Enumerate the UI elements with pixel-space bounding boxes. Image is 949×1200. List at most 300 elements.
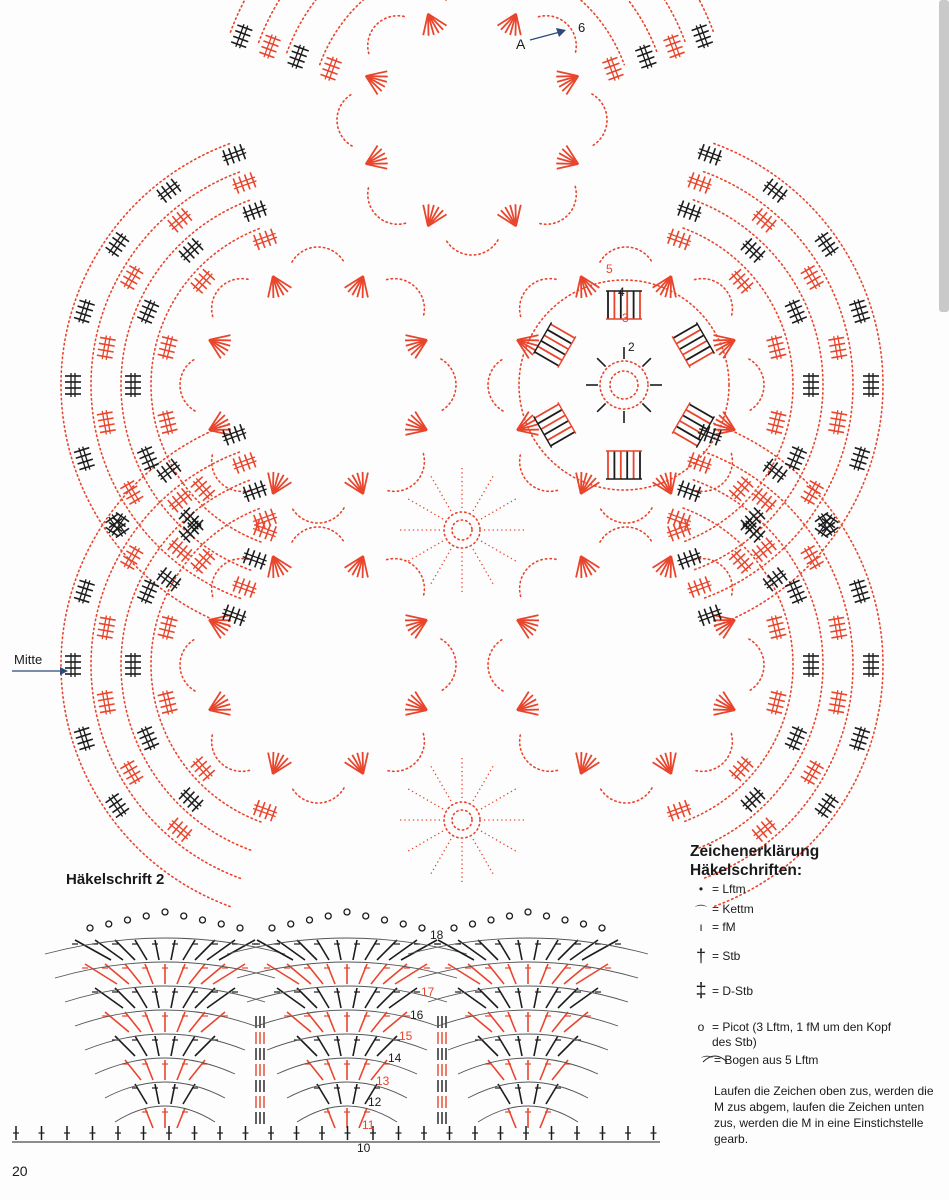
ring-fan (653, 472, 676, 494)
band-stitch-group (828, 689, 848, 715)
stitch (673, 524, 678, 539)
band-stitch-group (766, 689, 787, 716)
band-stitch-group (119, 263, 145, 292)
stitch (79, 580, 94, 585)
stitch-bar (243, 485, 266, 493)
band-stitch-group (136, 724, 160, 752)
band-stitch-group (813, 230, 840, 259)
stitch (144, 463, 159, 469)
stitch (255, 203, 260, 218)
stitch (159, 418, 175, 422)
legend-item-lftm (690, 882, 746, 897)
legend-item-text: = fM (712, 920, 736, 934)
row-number-14: 14 (388, 1051, 402, 1065)
ring-fan (556, 71, 578, 94)
stitch (74, 318, 89, 323)
band-stitch-group (104, 791, 131, 820)
stitch (323, 69, 338, 74)
stitch (229, 148, 234, 163)
stitch (685, 800, 690, 815)
band-stitch-group (157, 689, 178, 716)
chart2-stitch (540, 1060, 548, 1080)
legend-item-stb (690, 946, 740, 967)
stitch (544, 421, 568, 435)
stitch-bar (858, 728, 865, 751)
band-stitch-group (73, 725, 95, 753)
stitch-bar (102, 411, 106, 435)
chart2-stitch (337, 988, 341, 1008)
band-stitch-group (799, 543, 825, 572)
stitch-bar (234, 461, 257, 469)
chart2-stitch (498, 940, 510, 960)
band-stitch-group (750, 486, 779, 514)
stitch (99, 343, 115, 346)
band-arc (121, 200, 251, 570)
band-stitch-group (125, 373, 141, 397)
stitch (140, 732, 155, 738)
stitch (678, 201, 683, 216)
ring-scallop (292, 788, 344, 803)
chart2-stitch (317, 940, 329, 960)
stitch (517, 710, 538, 715)
band-stitch-group (766, 614, 787, 641)
stitch (233, 36, 248, 41)
stitch-bar (106, 616, 110, 640)
chart2-stitch (155, 1084, 159, 1104)
ring-fan (268, 556, 291, 578)
stitch-bar (667, 805, 690, 813)
stitch (689, 404, 713, 418)
band-stitch-group (813, 510, 840, 539)
ring-scallop (212, 559, 250, 597)
stitch (97, 692, 113, 695)
chart2-arc (85, 1034, 245, 1050)
stitch (159, 348, 175, 352)
band-stitch-group (739, 506, 767, 534)
chart2-stitch (534, 1036, 538, 1056)
stitch-bar (325, 57, 333, 80)
chart2-stitch (145, 1108, 153, 1128)
stitch (158, 412, 174, 416)
stitch-bar (224, 153, 247, 161)
stitch-bar (79, 728, 86, 751)
chart2-stitch (371, 1012, 387, 1032)
motif-petal (534, 402, 576, 447)
ring-scallop (695, 734, 733, 772)
star-ray (481, 831, 516, 851)
ring-scallop (387, 734, 425, 772)
stitch (159, 698, 175, 702)
ring-scallop (695, 559, 733, 597)
chain-arcs-layer (61, 0, 883, 907)
stitch (535, 404, 559, 418)
concentric-stitch-bands-layer (65, 22, 879, 843)
band-stitch-group (863, 373, 879, 397)
stitch-bar (254, 237, 277, 245)
stitch (849, 580, 864, 585)
stitch (162, 709, 178, 713)
stitch (768, 703, 784, 707)
chart2-stitch (307, 1012, 323, 1032)
chart2-stitch (183, 1036, 195, 1056)
stitch (259, 802, 264, 817)
stitch (140, 591, 155, 597)
chart2-picot (181, 913, 187, 919)
stitch-bar (79, 579, 86, 602)
chart2-stitch (155, 1036, 159, 1056)
stitch (704, 609, 709, 624)
ring-scallop (538, 186, 576, 224)
band-stitch-group (165, 816, 194, 844)
label-a: A (516, 36, 526, 52)
chart2-stitch (498, 988, 510, 1008)
stitch (142, 306, 157, 312)
stitch (142, 586, 157, 592)
stitch (327, 58, 342, 63)
stitch (98, 418, 114, 421)
stitch-bar (142, 580, 152, 602)
scrollbar[interactable] (939, 0, 949, 312)
motif-petal (672, 322, 714, 367)
star-ray (408, 789, 443, 809)
band-stitch-group (165, 206, 194, 234)
stitch (320, 74, 335, 79)
stitch (233, 459, 238, 474)
stitch (705, 179, 710, 194)
chart2-stitch (135, 1084, 147, 1104)
stitch-bar (834, 410, 838, 434)
stitch (641, 62, 656, 67)
stitch (710, 607, 715, 622)
ring-fan (366, 71, 388, 94)
stitch-bar (838, 691, 842, 715)
row-number-16: 16 (410, 1008, 424, 1022)
stitch (831, 412, 847, 415)
stitch (768, 623, 784, 627)
chart2-picot (218, 921, 224, 927)
star-ray (481, 541, 516, 561)
ring-scallop (212, 454, 250, 492)
stitch-bar (253, 528, 276, 536)
legend-item-text: = D-Stb (712, 984, 754, 998)
chart2-stitch (518, 1084, 522, 1104)
ring-scallop (600, 247, 652, 262)
stitch-bar (698, 153, 721, 161)
stitch (695, 207, 700, 222)
band-stitch-group (665, 519, 693, 542)
stitch-bar (679, 485, 702, 493)
round-number-6: 6 (578, 20, 586, 35)
stitch (551, 432, 575, 446)
stitch-bar (145, 726, 155, 748)
stitch-bar (83, 580, 90, 603)
chart2-stitch (183, 940, 195, 960)
stitch (538, 346, 562, 360)
band-stitch-group (177, 236, 205, 264)
band-stitch-group (828, 334, 848, 360)
stitch (158, 692, 174, 696)
chart2-stitch (337, 940, 341, 960)
legend-title-line-1: Zeichenerklärung (690, 843, 820, 860)
band-stitch-group (665, 508, 693, 531)
stitch-bar (668, 36, 676, 59)
stitch (673, 804, 678, 819)
stitch (161, 423, 177, 427)
stitch-bar (854, 580, 861, 603)
stitch (249, 205, 254, 220)
stitch (249, 485, 254, 500)
chart2-stitch (534, 940, 538, 960)
stitch (406, 615, 427, 620)
band-stitch-group (784, 578, 808, 606)
band-stitch-group (119, 543, 145, 572)
chart2-stitch (307, 964, 323, 984)
stitch (785, 300, 800, 306)
stitch (234, 426, 239, 441)
chart2-stitch (317, 1036, 329, 1056)
band-stitch-group (799, 263, 825, 292)
stitch-bar (838, 616, 842, 640)
stitch-bar (243, 557, 266, 565)
stitch (144, 300, 159, 306)
chart2-stitch (171, 1084, 175, 1104)
stitch (829, 424, 845, 427)
ring-scallop (446, 240, 498, 255)
band-stitch-group (230, 22, 253, 50)
chart2-stitch (177, 1108, 185, 1128)
haekelschrift-2-title: Häkelschrift 2 (66, 871, 165, 888)
chart2-stitch (135, 940, 147, 960)
stitch (716, 150, 721, 165)
stitch (142, 458, 157, 464)
stitch-bar (834, 616, 838, 640)
stitch (265, 511, 270, 526)
stitch (705, 459, 710, 474)
stitch (74, 448, 89, 453)
band-stitch-group (803, 653, 819, 677)
ring-scallop (749, 359, 764, 411)
stitch (685, 235, 690, 250)
star-ray (408, 541, 443, 561)
stitch (696, 36, 711, 41)
chart2-stitch (287, 964, 311, 984)
stitch (785, 463, 800, 469)
stitch (76, 453, 91, 458)
chart2-stitch (365, 1036, 377, 1056)
stitch (97, 355, 113, 358)
row-number-10: 10 (357, 1141, 371, 1155)
ring-fan (517, 692, 539, 715)
chart2-picot (451, 925, 457, 931)
legend-item-kettm (690, 902, 754, 919)
stitch (517, 430, 538, 435)
stitch (100, 430, 116, 433)
stitch (828, 710, 844, 713)
ring-fan (366, 145, 388, 168)
ring-fan (517, 335, 539, 358)
star-ray (473, 476, 493, 511)
chart2-picot (470, 921, 476, 927)
band-stitch-group (241, 547, 269, 570)
star-ray (473, 766, 493, 801)
band-stitch-group (761, 177, 790, 204)
band-stitch-group (665, 799, 693, 822)
star-ray (431, 766, 451, 801)
a-arrow (530, 32, 560, 40)
stitch-bar (668, 808, 691, 816)
ring-fan (713, 692, 735, 715)
chart2-picot (382, 917, 388, 923)
stitch (547, 330, 571, 344)
band-stitch-group (157, 334, 178, 361)
stitch (851, 306, 866, 311)
stitch (244, 487, 249, 502)
band-stitch-group (848, 577, 870, 605)
stitch (679, 513, 684, 528)
stitch (792, 597, 807, 603)
row-number-15: 15 (399, 1029, 413, 1043)
stitch (100, 337, 116, 340)
stitch (254, 800, 259, 815)
ring-fan (497, 204, 520, 226)
stitch (97, 635, 113, 638)
stitch (853, 733, 868, 738)
stitch (769, 628, 785, 632)
stitch (716, 430, 721, 445)
label-mitte: Mitte (14, 652, 43, 667)
stitch (771, 412, 787, 416)
stitch-bar (329, 58, 337, 81)
stitch (676, 426, 700, 440)
stitch (158, 634, 174, 638)
band-arc (287, 0, 657, 53)
chart2-stitch (177, 1060, 185, 1080)
chart2-picot (106, 921, 112, 927)
stitch (249, 550, 254, 565)
chart2-stitch (546, 1036, 558, 1056)
motif-petal (606, 451, 642, 479)
stitch-bar (854, 447, 861, 470)
stitch (790, 732, 805, 738)
motif-ring (610, 371, 638, 399)
band-stitch-group (157, 614, 178, 641)
chart2-stitch (177, 1012, 185, 1032)
ring-scallop (180, 359, 195, 411)
stitch-bar (793, 580, 803, 602)
stitch (229, 428, 234, 443)
stitch-bar (838, 336, 842, 360)
stitch (538, 410, 562, 424)
stitch (162, 429, 178, 433)
stitch (98, 698, 114, 701)
chart2-stitch (125, 1012, 141, 1032)
stitch-bar (700, 24, 708, 47)
stitch (606, 69, 621, 74)
stitch (831, 635, 847, 638)
stitch-bar (236, 24, 244, 47)
stitch (684, 203, 689, 218)
band-stitch-group (750, 206, 779, 234)
stitch-bar (668, 528, 691, 536)
stitch (849, 465, 864, 470)
stitch (609, 74, 624, 79)
stitch (671, 753, 676, 774)
stitch (639, 57, 654, 62)
stitch (161, 623, 177, 627)
stitch (853, 453, 868, 458)
stitch (240, 611, 245, 626)
stitch (766, 617, 782, 621)
stitch (244, 548, 249, 563)
chart2-stitch (359, 964, 367, 984)
stitch (828, 337, 844, 340)
ring-scallop (212, 734, 250, 772)
chart2-stitch (401, 940, 437, 960)
chart2-stitch (353, 940, 357, 960)
ring-fan (713, 615, 735, 638)
stitch-bar (668, 233, 691, 241)
ring-fan (713, 335, 735, 358)
band-stitch-group (813, 791, 840, 820)
stitch (245, 581, 250, 596)
stitch-bar (243, 205, 266, 213)
stitch (78, 586, 93, 591)
stitch (792, 727, 807, 733)
motif-stitch (642, 358, 650, 366)
stitch (98, 629, 114, 632)
stitch-bar (254, 805, 277, 813)
chart2-stitch (115, 1036, 135, 1056)
stitch (261, 47, 276, 52)
band-stitch-group (230, 451, 258, 474)
stitch (686, 346, 710, 360)
ring-fan (268, 752, 291, 774)
row-number-13: 13 (376, 1074, 390, 1088)
row-number-18: 18 (430, 928, 444, 942)
stitch-bar (233, 177, 256, 185)
ring-fan (653, 752, 676, 774)
stitch-bar (789, 301, 799, 323)
ring-fan (345, 556, 368, 578)
stitch-bar (667, 517, 690, 525)
stitch (831, 355, 847, 358)
band-stitch-group (848, 725, 870, 753)
stitch (233, 576, 238, 591)
band-stitch-group (220, 143, 248, 166)
star-ring (444, 802, 480, 838)
stitch-bar (789, 726, 799, 748)
stitch-bar (102, 691, 106, 715)
stitch (140, 311, 155, 317)
ring-scallop (441, 359, 456, 411)
stitch (535, 352, 559, 366)
band-stitch-group (634, 43, 657, 71)
stitch (292, 51, 307, 56)
stitch-bar (688, 181, 711, 189)
stitch-bar (644, 45, 652, 68)
stitch (766, 337, 782, 341)
stitch (668, 229, 673, 244)
ring-fan (405, 335, 427, 358)
chart2-stitch (135, 1036, 147, 1056)
stitch (255, 552, 260, 567)
stitch-bar (145, 301, 155, 323)
chart2-stitch (327, 964, 335, 984)
stitch-bar (699, 149, 722, 157)
star-ray (481, 499, 516, 519)
stitch (76, 312, 91, 317)
ring-scallop (387, 279, 425, 317)
